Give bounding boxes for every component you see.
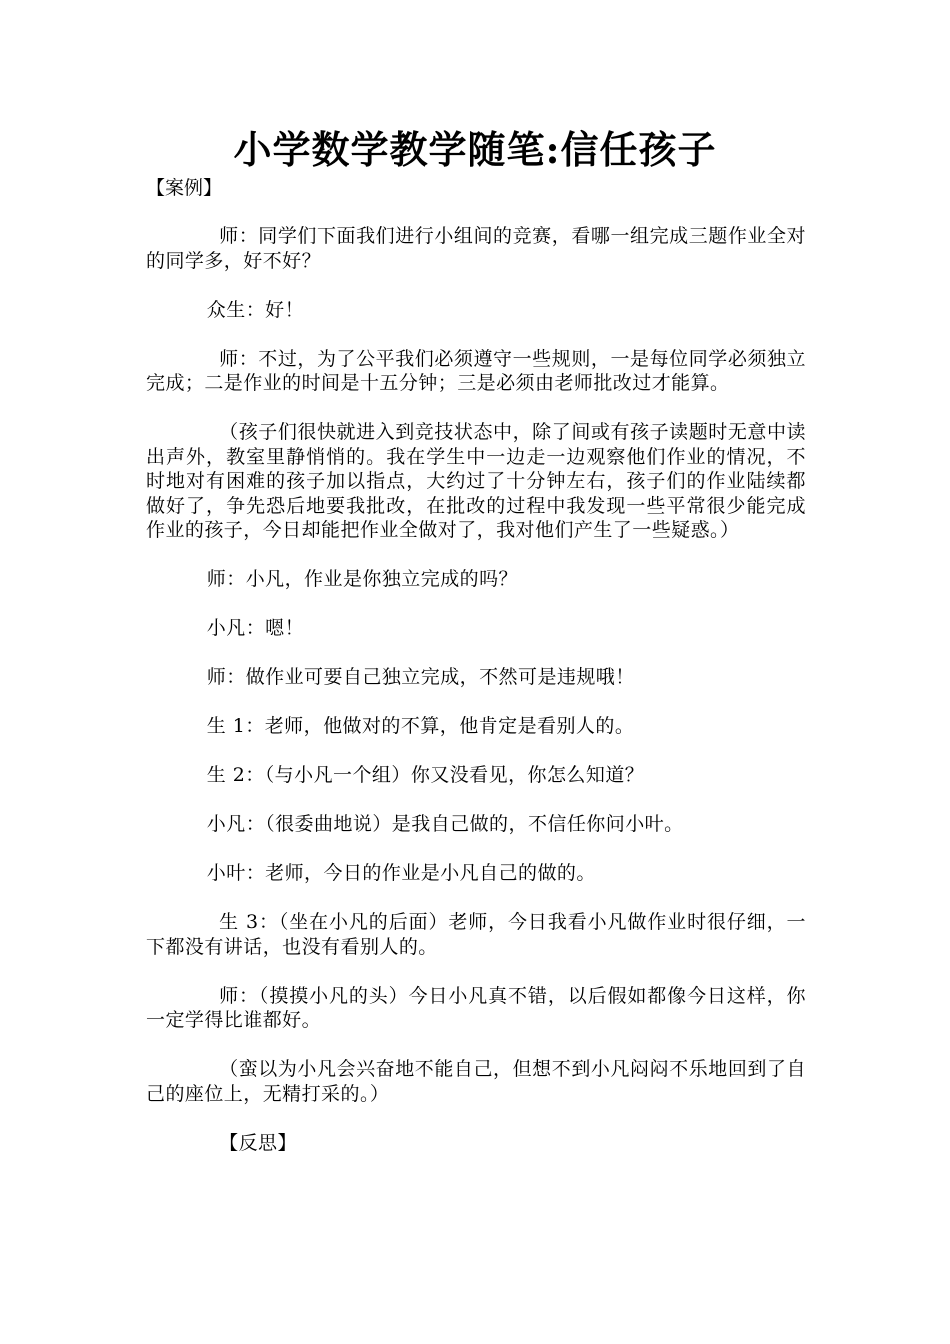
paragraph: 师：小凡，作业是你独立完成的吗？ (206, 568, 518, 590)
paragraph: （蛮以为小凡会兴奋地不能自己，但想不到小凡闷闷不乐地回到了自己的座位上，无精打采的。） (146, 1058, 806, 1105)
paragraph: 生 1：老师，他做对的不算，他肯定是看别人的。 (206, 715, 635, 737)
paragraph: 师：做作业可要自己独立完成，不然可是违规哦！ (206, 666, 635, 688)
paragraph: 师：不过，为了公平我们必须遵守一些规则，一是每位同学必须独立完成；二是作业的时间是十五分钟；三是必须由老师批改过才能算。 (146, 347, 806, 394)
paragraph: 小凡：嗯！ (206, 617, 305, 639)
paragraph: 生 2：（与小凡一个组）你又没看见，你怎么知道？ (206, 764, 645, 786)
paragraph: 生 3：（坐在小凡的后面）老师，今日我看小凡做作业时很仔细，一下都没有讲话，也没有看别人的。 (146, 911, 806, 958)
paragraph: 小凡：（很委曲地说）是我自己做的，不信任你问小叶。 (206, 813, 684, 835)
document-title: 小学数学教学随笔:信任孩子 (233, 127, 717, 172)
paragraph: 师：同学们下面我们进行小组间的竞赛，看哪一组完成三题作业全对的同学多，好不好？ (146, 225, 806, 272)
paragraph: （孩子们很快就进入到竞技状态中，除了间或有孩子读题时无意中读出声外，教室里静悄悄的。我在学生中一边走一边观察他们作业的情况，不时地对有困难的孩子加以指点，大约过了十分钟左右，孩子们的作业陆续都做好了，争先恐后地要我批改，在批改的过程中我发现一些平常很少能完成作业的孩子，今日却能把作业全做对了，我对他们产生了一些疑惑。） (146, 421, 806, 541)
paragraph: 师：（摸摸小凡的头）今日小凡真不错，以后假如都像今日这样，你一定学得比谁都好。 (146, 984, 806, 1031)
section-label-case: 【案例】 (146, 177, 223, 199)
section-label-reflection: 【反思】 (219, 1131, 297, 1154)
document-body (146, 224, 806, 1180)
paragraph: 众生：好！ (206, 298, 305, 321)
paragraph: 小叶：老师，今日的作业是小凡自己的做的。 (206, 862, 596, 884)
